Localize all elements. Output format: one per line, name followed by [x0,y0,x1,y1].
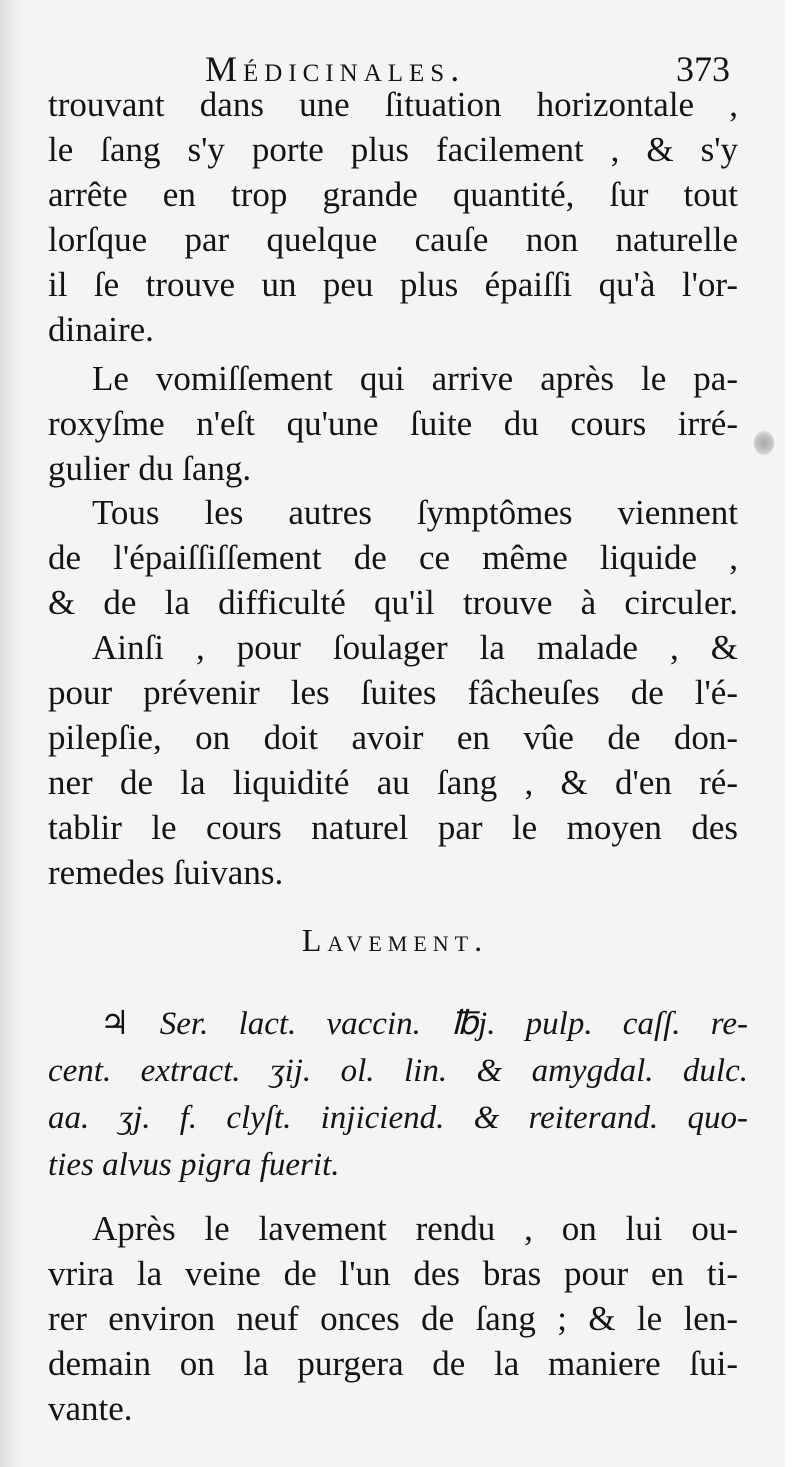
body-line: dinaire. [48,310,154,349]
body-line: gulier du ſang. [48,449,252,488]
body-line: arrête en trop grande quantité, ſur tout [48,175,738,214]
running-head: Médicinales. [205,49,466,89]
prescription-line: aa. ʒj. f. clyſt. injiciend. & reiterand. quo- [48,1100,748,1136]
body-line: Tous les autres ſymptômes viennent [92,493,738,532]
body-line: pilepſie, on doit avoir en vûe de don- [48,718,738,757]
paper-stain [754,431,774,455]
body-line: vrira la veine de l'un des bras pour en ti- [48,1254,738,1293]
section-title: Lavement. [301,922,489,958]
body-line: remedes ſuivans. [48,853,284,892]
body-line: Après le lavement rendu , on lui ou- [92,1209,738,1248]
prescription-line: cent. extract. ʒij. ol. lin. & amygdal. dulc. [48,1053,748,1089]
body-line: vante. [48,1389,133,1428]
body-line: roxyſme n'eſt qu'une ſuite du cours irré- [48,404,738,443]
prescription-line: ties alvus pigra fuerit. [48,1147,340,1183]
body-line: trouvant dans une ſituation horizontale , [48,85,738,124]
body-line: Le vomiſſement qui arrive après le pa- [92,359,738,398]
body-line: tablir le cours naturel par le moyen des [48,808,738,847]
body-line: le ſang s'y porte plus facilement , & s'y [48,130,738,169]
body-line: pour prévenir les ſuites fâcheuſes de l'é- [48,673,738,712]
body-line: lorſque par quelque cauſe non naturelle [48,220,738,259]
body-line: & de la difficulté qu'il trouve à circuler. [48,583,738,622]
page-number: 373 [676,49,730,89]
body-line: ner de la liquidité au ſang , & d'en ré- [48,763,738,802]
prescription-line: ♃ Ser. lact. vaccin. ℔j. pulp. caſſ. re- [100,1006,748,1042]
body-line: il ſe trouve un peu plus épaiſſi qu'à l'or- [48,265,738,304]
body-line: demain on la purgera de la maniere ſui- [48,1344,738,1383]
body-line: Ainſi , pour ſoulager la malade , & [92,628,738,667]
body-line: rer environ neuf onces de ſang ; & le len- [48,1299,738,1338]
body-line: de l'épaiſſiſſement de ce même liquide , [48,538,738,577]
paper-edge-shadow [0,0,20,1467]
